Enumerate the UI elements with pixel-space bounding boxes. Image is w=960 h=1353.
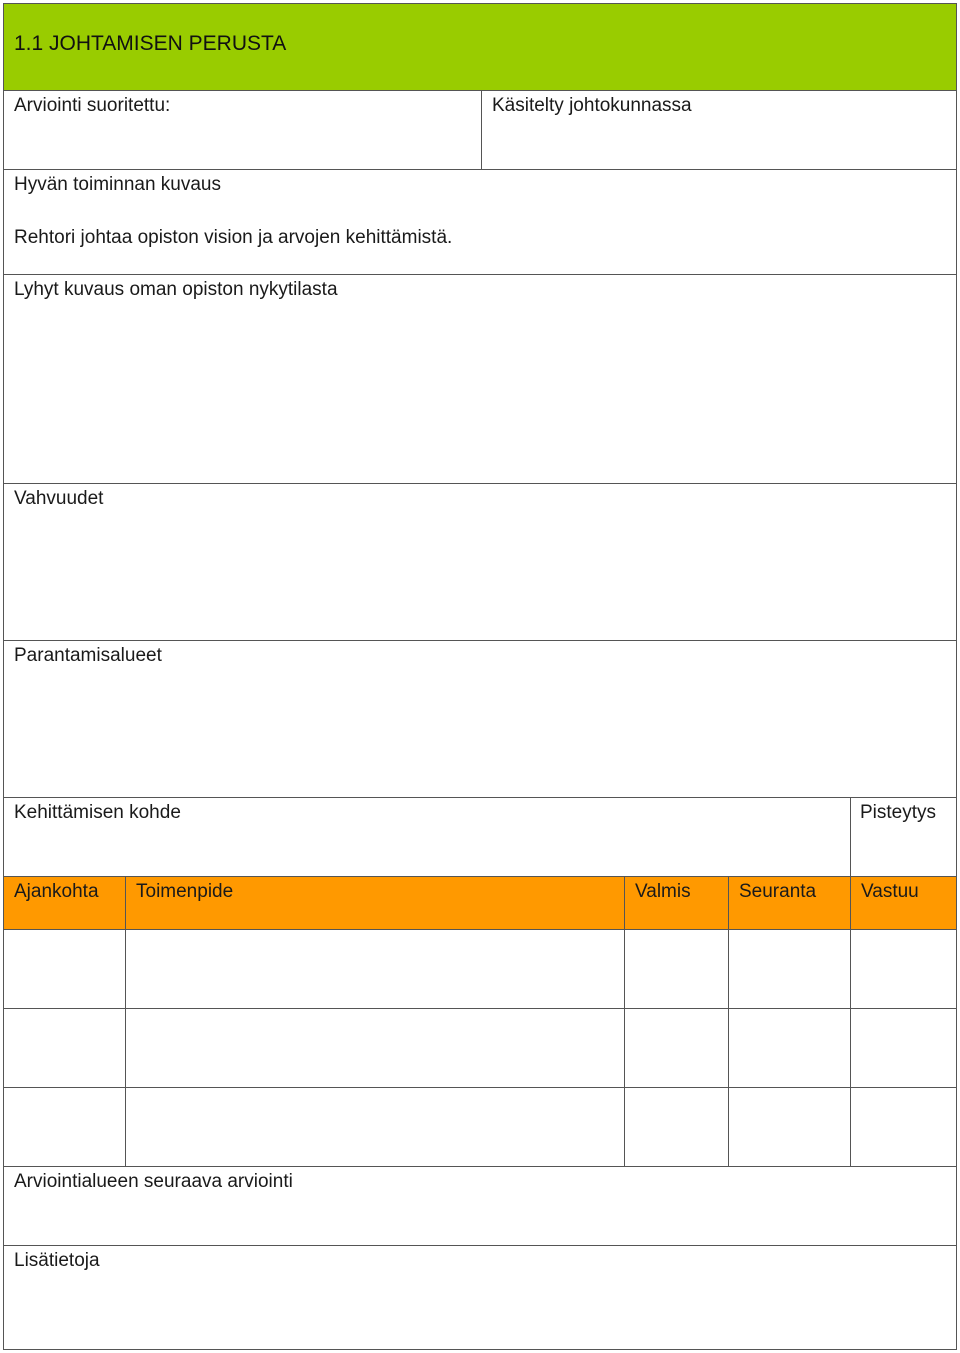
strengths-field[interactable] xyxy=(4,484,956,641)
table-cell-followup[interactable] xyxy=(728,1088,850,1166)
table-cell-timing[interactable] xyxy=(4,1088,125,1166)
column-header-action xyxy=(125,877,624,929)
assessment-completed-cell[interactable] xyxy=(4,91,481,169)
table-cell-responsible[interactable] xyxy=(850,1009,956,1087)
next-assessment-label: Arviointialueen seuraava arviointi xyxy=(14,1171,293,1192)
assessment-completed-label: Arviointi suoritettu: xyxy=(14,95,171,116)
column-header-timing-label: Ajankohta xyxy=(14,881,99,902)
improvement-areas-label: Parantamisalueet xyxy=(14,645,162,666)
column-header-timing xyxy=(4,877,125,929)
column-header-action-label: Toimenpide xyxy=(136,881,234,902)
table-cell-timing[interactable] xyxy=(4,930,125,1008)
action-table-header xyxy=(4,877,956,930)
current-state-field[interactable] xyxy=(4,275,956,484)
table-row xyxy=(4,930,956,1009)
strengths-label: Vahvuudet xyxy=(14,488,104,509)
assessment-row xyxy=(4,91,956,170)
current-state-label: Lyhyt kuvaus oman opiston nykytilasta xyxy=(14,279,338,300)
table-cell-action[interactable] xyxy=(125,1009,624,1087)
column-header-responsible xyxy=(850,877,956,929)
good-practice-text: Rehtori johtaa opiston vision ja arvojen kehittämistä. xyxy=(14,227,453,248)
board-reviewed-cell[interactable] xyxy=(481,91,956,169)
section-header xyxy=(4,4,956,91)
table-cell-action[interactable] xyxy=(125,930,624,1008)
column-header-done xyxy=(624,877,728,929)
development-row xyxy=(4,798,956,877)
column-header-followup xyxy=(728,877,850,929)
table-cell-responsible[interactable] xyxy=(850,930,956,1008)
table-cell-action[interactable] xyxy=(125,1088,624,1166)
section-title: 1.1 JOHTAMISEN PERUSTA xyxy=(14,32,287,55)
table-cell-timing[interactable] xyxy=(4,1009,125,1087)
good-practice-heading: Hyvän toiminnan kuvaus xyxy=(14,174,221,195)
column-header-done-label: Valmis xyxy=(635,881,691,902)
development-target-label: Kehittämisen kohde xyxy=(14,802,181,823)
table-cell-responsible[interactable] xyxy=(850,1088,956,1166)
table-cell-followup[interactable] xyxy=(728,1009,850,1087)
table-cell-done[interactable] xyxy=(624,930,728,1008)
column-header-responsible-label: Vastuu xyxy=(861,881,919,902)
table-row xyxy=(4,1088,956,1167)
table-row xyxy=(4,1009,956,1088)
additional-info-field[interactable] xyxy=(4,1246,956,1349)
good-practice-row xyxy=(4,170,956,275)
board-reviewed-label: Käsitelty johtokunnassa xyxy=(492,95,692,116)
column-header-followup-label: Seuranta xyxy=(739,881,817,902)
improvement-areas-field[interactable] xyxy=(4,641,956,798)
table-cell-followup[interactable] xyxy=(728,930,850,1008)
score-cell[interactable] xyxy=(850,798,956,876)
next-assessment-field[interactable] xyxy=(4,1167,956,1246)
table-cell-done[interactable] xyxy=(624,1088,728,1166)
additional-info-label: Lisätietoja xyxy=(14,1250,100,1271)
development-target-cell[interactable] xyxy=(4,798,850,876)
table-cell-done[interactable] xyxy=(624,1009,728,1087)
evaluation-form xyxy=(3,3,957,1350)
score-label: Pisteytys xyxy=(860,802,937,823)
